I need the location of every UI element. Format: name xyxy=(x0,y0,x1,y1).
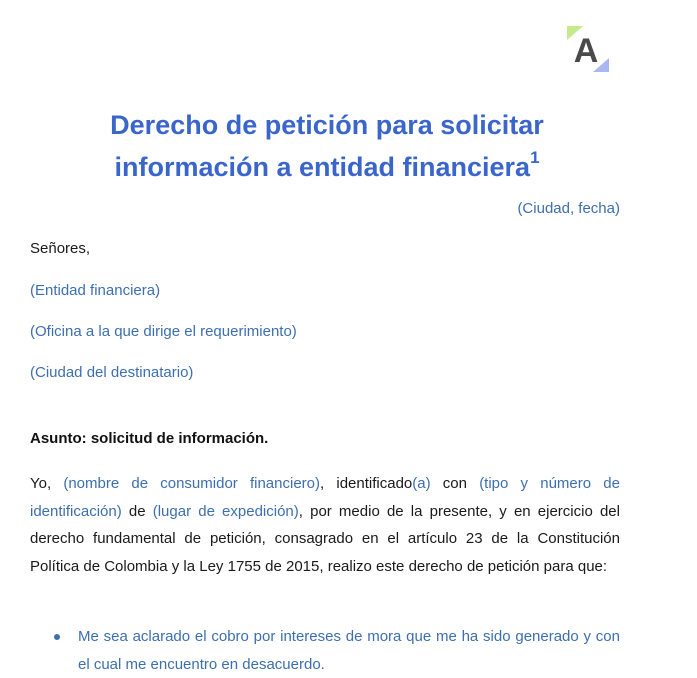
list-item xyxy=(30,623,620,678)
logo-letter: A xyxy=(573,32,599,70)
body-text-2: , identificado xyxy=(320,475,413,492)
body-paragraph xyxy=(30,470,620,580)
recipient-entity: (Entidad financiera) xyxy=(30,282,161,299)
footnote-marker[interactable]: 1 xyxy=(530,148,540,167)
brand-logo xyxy=(563,24,613,74)
body-text-4: de xyxy=(121,502,153,520)
title-line-1: Derecho de petición para solicitar xyxy=(110,110,544,140)
title-line-2: información a entidad financiera xyxy=(114,152,531,182)
list-item-text: Me sea aclarado el cobro por intereses de mora que me ha sido generado y con el cual me encuentro en desacuerdo. xyxy=(78,628,620,673)
recipient-office: (Oficina a la que dirige el requerimiento) xyxy=(30,323,297,340)
date-placeholder: (Ciudad, fecha) xyxy=(517,200,620,217)
bullet-icon xyxy=(54,634,60,640)
issue-place-placeholder: (lugar de expedición) xyxy=(152,502,299,520)
body-text-3: con xyxy=(430,475,480,492)
id-type-placeholder: (tipo y número de identificación) xyxy=(30,475,620,520)
body-text-1: Yo, xyxy=(30,475,64,492)
salutation: Señores, xyxy=(30,240,91,257)
recipient-city: (Ciudad del destinatario) xyxy=(30,364,194,381)
body-text-5: , por medio de la presente, y en ejercicio del derecho fundamental de petición, consagrado en el artículo 23 de la Constitución Política de Colombia y la Ley 1755 de 2015, realizo este derecho de petición para que: xyxy=(30,502,620,575)
subject-line: Asunto: solicitud de información. xyxy=(30,430,269,447)
gender-placeholder: (a) xyxy=(412,475,431,492)
consumer-name-placeholder: (nombre de consumidor financiero) xyxy=(63,475,321,492)
request-list xyxy=(30,623,620,678)
document-title xyxy=(40,107,614,185)
